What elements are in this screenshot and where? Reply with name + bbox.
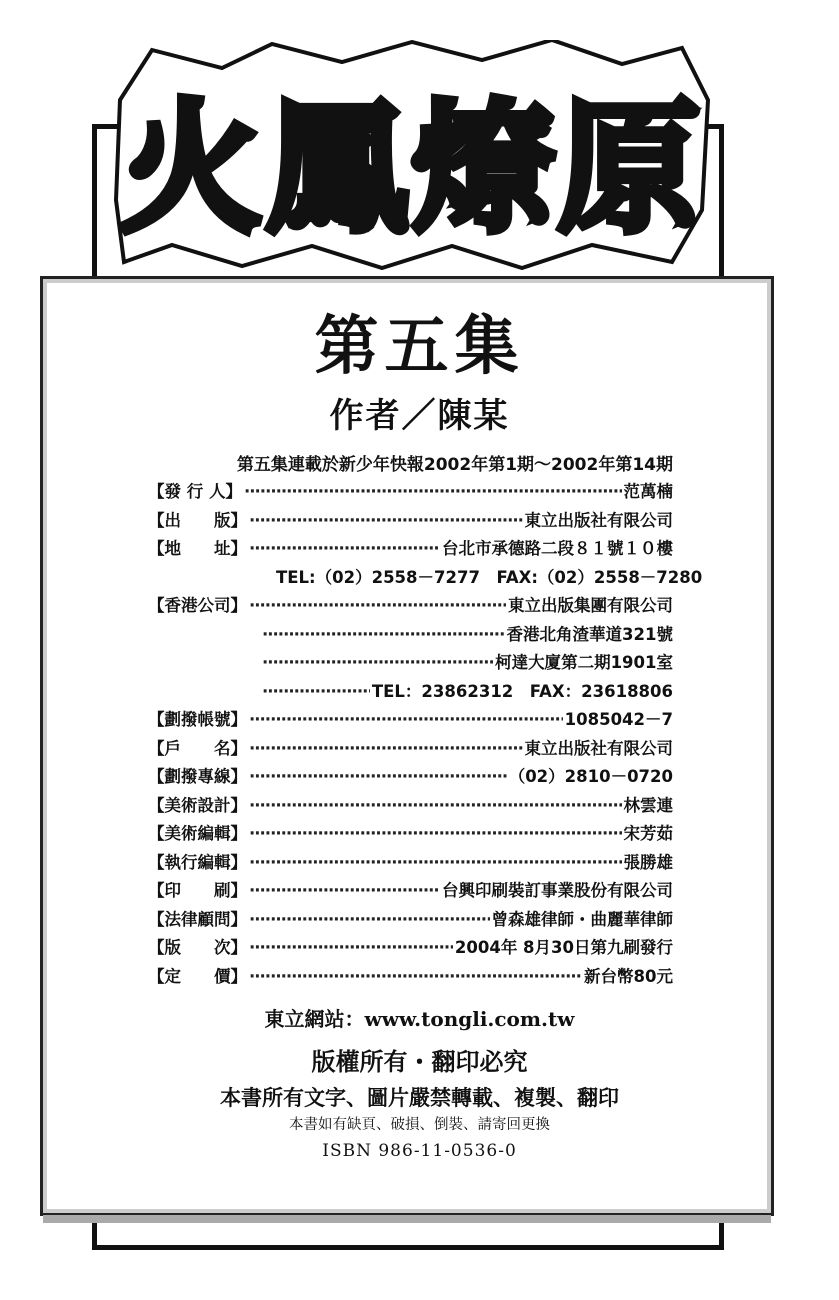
credit-row: 【美術編輯】 ····· 宋芳茹: [148, 820, 673, 849]
isbn: ISBN 986-11-0536-0: [322, 1141, 517, 1161]
credit-row: ····· TEL：23862312 FAX：23618806: [148, 678, 673, 707]
credit-row: 【劃撥帳號】 ····· 1085042－7: [148, 706, 673, 735]
title-text: 火鳳燎原: [120, 87, 704, 252]
credit-row: 【執行編輯】 ····· 張勝雄: [148, 849, 673, 878]
rights-notice: 版權所有・翻印必究: [311, 1047, 528, 1076]
reproduction-notice: 本書所有文字、圖片嚴禁轉載、複製、翻印: [220, 1085, 619, 1110]
website-line: 東立網站：www.tongli.com.tw: [264, 1007, 575, 1031]
author-line: 作者／陳某: [329, 396, 510, 436]
credit-row: 【版 次】 ····· 2004年 8月30日第九刷發行: [148, 934, 673, 963]
credit-row: 【美術設計】 ····· 林雲連: [148, 792, 673, 821]
credit-row: ····· 柯達大廈第二期1901室: [148, 649, 673, 678]
credit-row: 【出 版】 ····· 東立出版社有限公司: [148, 507, 673, 536]
credit-row: 【印 刷】 ····· 台興印刷裝訂事業股份有限公司: [148, 877, 673, 906]
credit-row: 【定 價】 ····· 新台幣80元: [148, 963, 673, 992]
credit-row: 【戶 名】 ····· 東立出版社有限公司: [148, 735, 673, 764]
credit-row: 【地 址】 ····· 台北市承德路二段８１號１０樓: [148, 535, 673, 564]
credit-row: ····· 香港北角渣華道321號: [148, 621, 673, 650]
credit-row: 【香港公司】 ····· 東立出版集團有限公司: [148, 592, 673, 621]
title-logo: [112, 40, 712, 270]
defect-notice: 本書如有缺頁、破損、倒裝、請寄回更換: [289, 1117, 550, 1133]
credit-row: 【發 行 人】 ····· 范萬楠: [148, 478, 673, 507]
credit-row: 【法律顧問】 ····· 曾森雄律師・曲麗華律師: [148, 906, 673, 935]
credits-list: [148, 478, 703, 991]
volume-title: 第五集: [314, 309, 525, 384]
credit-row: 【劃撥專線】 ····· （02）2810－0720: [148, 763, 673, 792]
credit-row: TEL:（02）2558－7277 FAX:（02）2558－7280: [276, 567, 703, 587]
serialization-note: 第五集連載於新少年快報2002年第1期～2002年第14期: [236, 455, 673, 475]
